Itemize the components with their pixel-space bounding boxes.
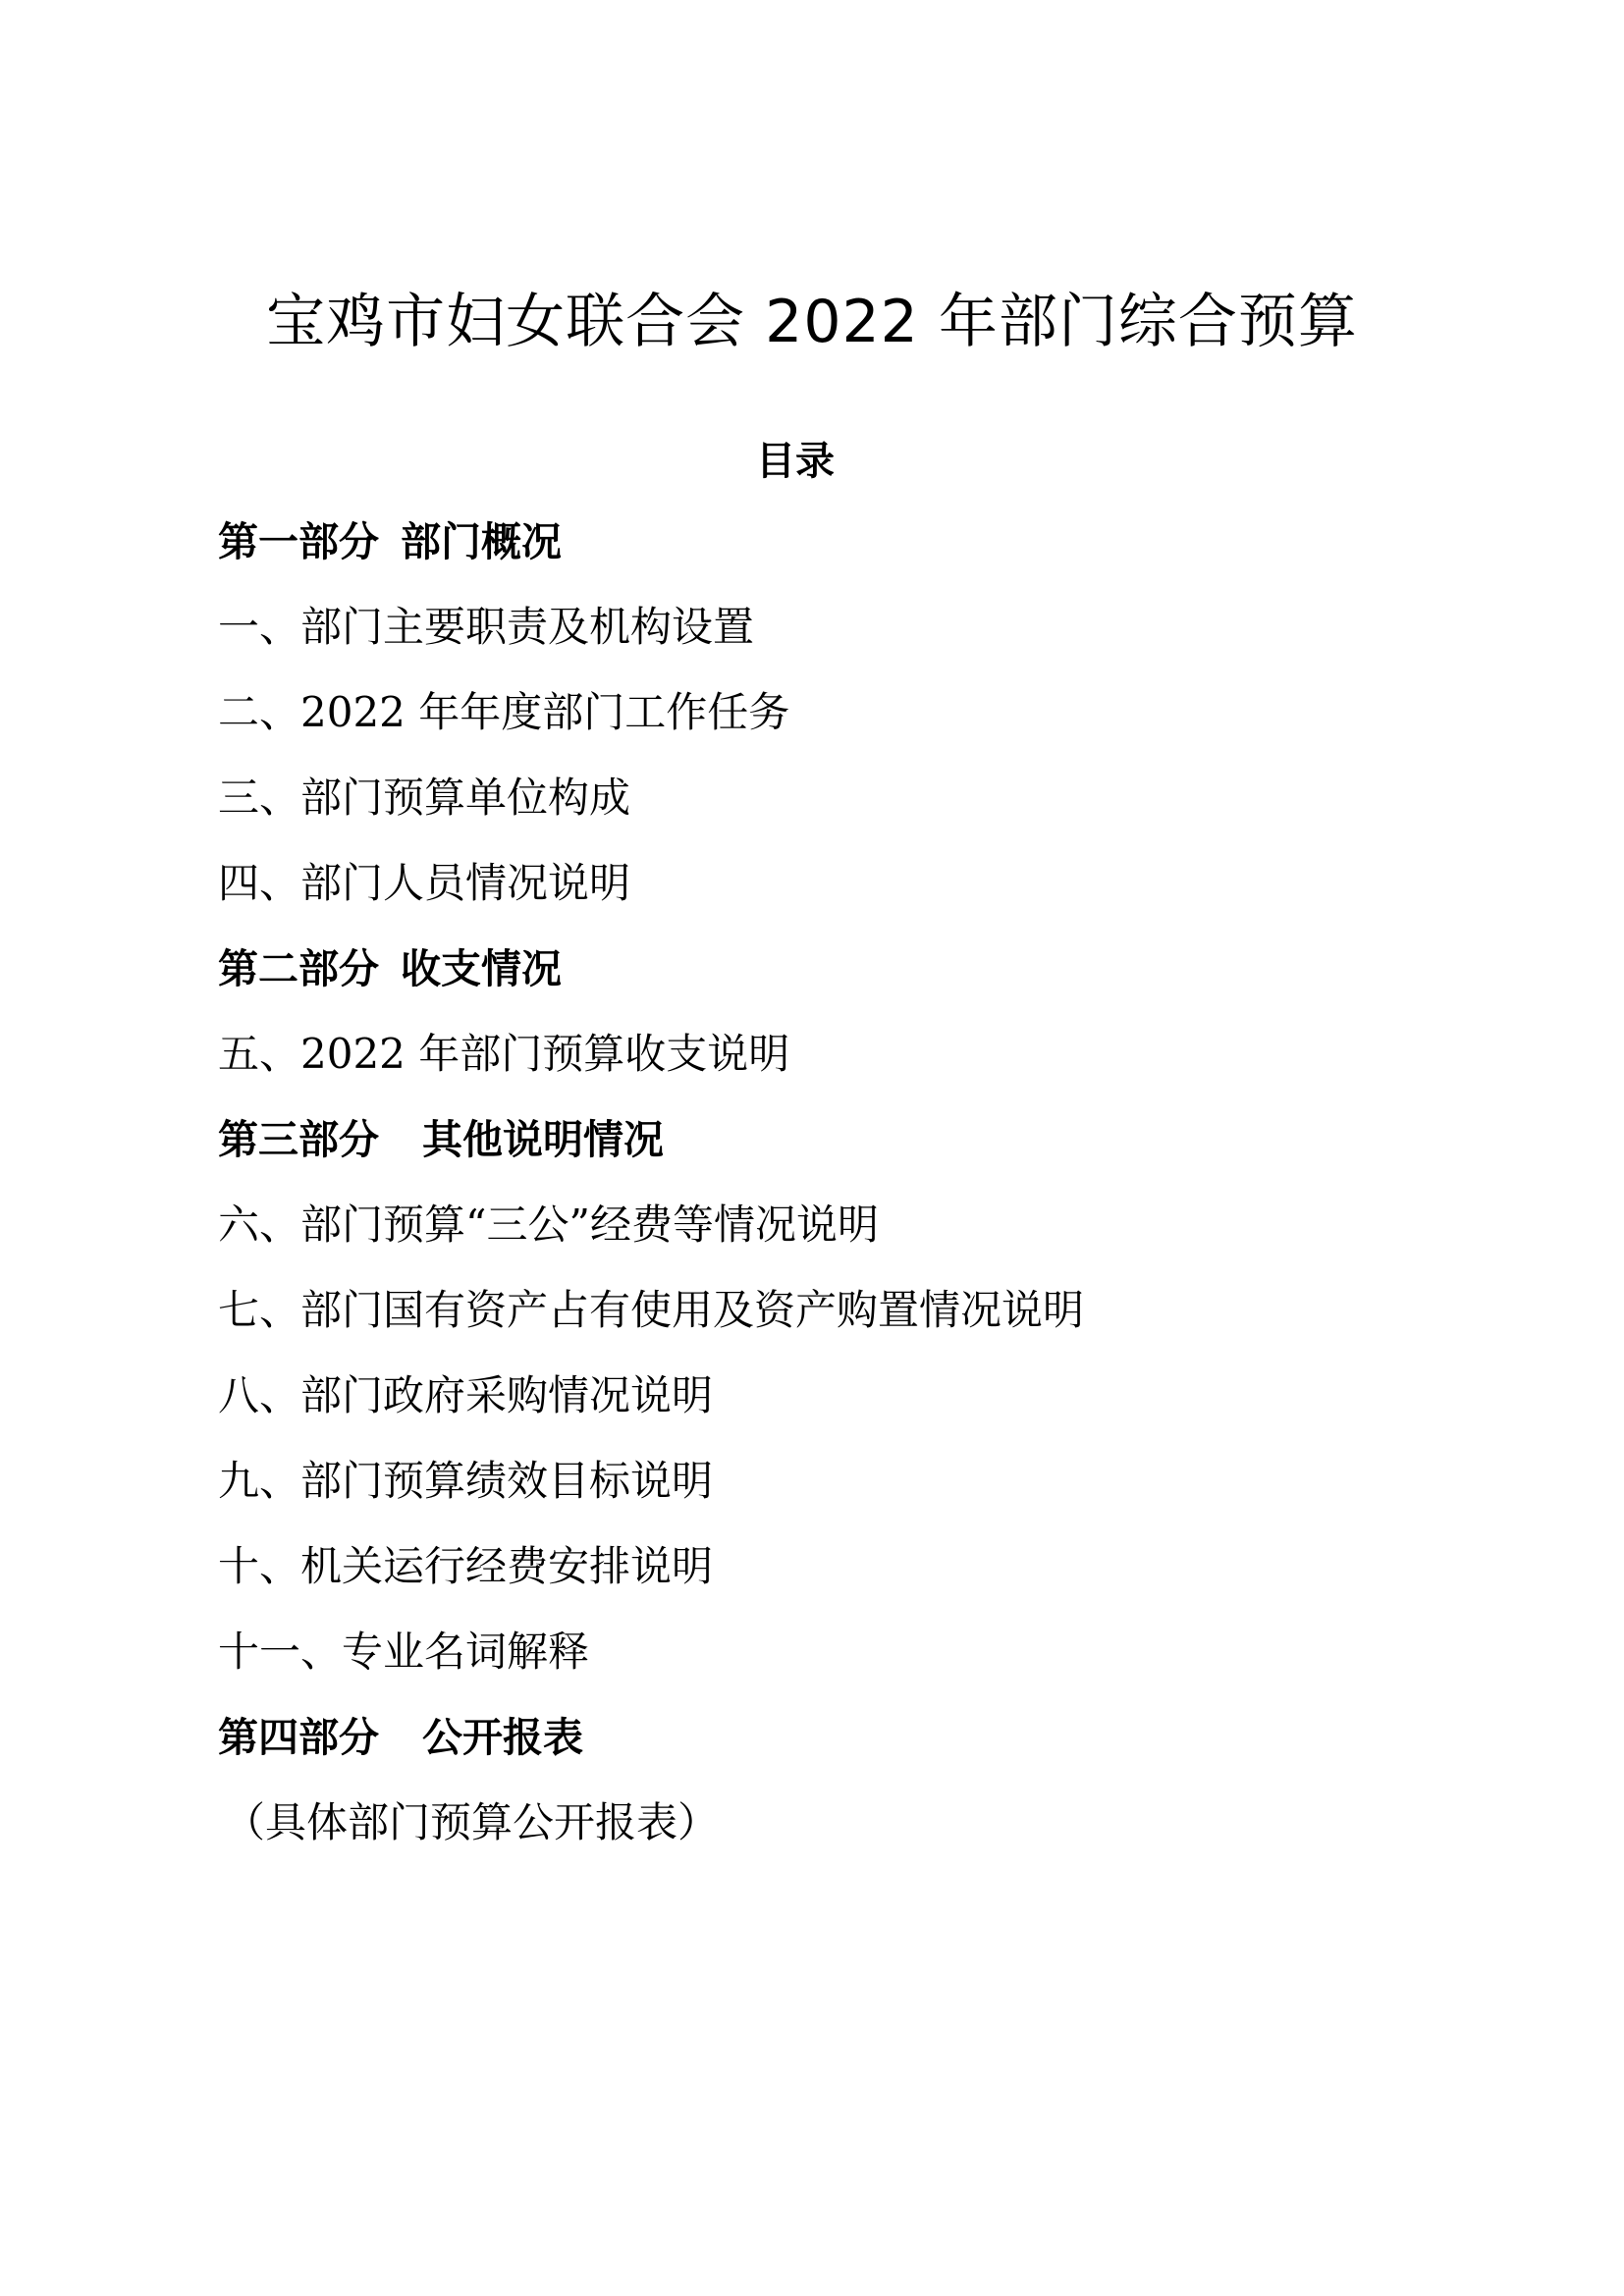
toc-item: 四、部门人员情况说明 [218,859,631,907]
toc-part [218,1708,1494,1793]
toc-part [218,512,1494,598]
toc-note: （具体部门预算公开报表） [224,1798,720,1846]
toc-item: 七、部门国有资产占有使用及资产购置情况说明 [218,1286,1085,1334]
toc-item: 二、2022 年年度部门工作任务 [218,688,790,736]
toc-item: 五、2022 年部门预算收支说明 [218,1030,790,1078]
toc-part-label: 第二部分 [218,945,379,992]
toc-part-label: 第四部分 [218,1714,379,1761]
toc-part-text: 其他说明情况 [422,1116,664,1163]
toc-item: 九、部门预算绩效目标说明 [218,1457,714,1505]
toc-part-text: 部门概况 [401,518,562,565]
toc-item: 一、部门主要职责及机构设置 [218,603,755,651]
toc-part-text: 收支情况 [401,945,562,992]
toc-item: 十一、专业名词解释 [218,1628,590,1676]
toc-item: 六、部门预算“三公”经费等情况说明 [218,1201,879,1249]
toc-part [218,1110,1494,1196]
toc-item: 十、机关运行经费安排说明 [218,1542,714,1590]
toc-part-label: 第一部分 [218,518,379,565]
toc-part [218,939,1494,1025]
document-title: 宝鸡市妇女联合会 2022 年部门综合预算 [266,288,1358,356]
toc-item: 三、部门预算单位构成 [218,774,631,822]
toc-heading: 目录 [756,439,835,484]
toc-item: 八、部门政府采购情况说明 [218,1371,714,1419]
toc-part-text: 公开报表 [422,1714,583,1761]
table-of-contents [218,512,1494,1879]
toc-part-label: 第三部分 [218,1116,379,1163]
